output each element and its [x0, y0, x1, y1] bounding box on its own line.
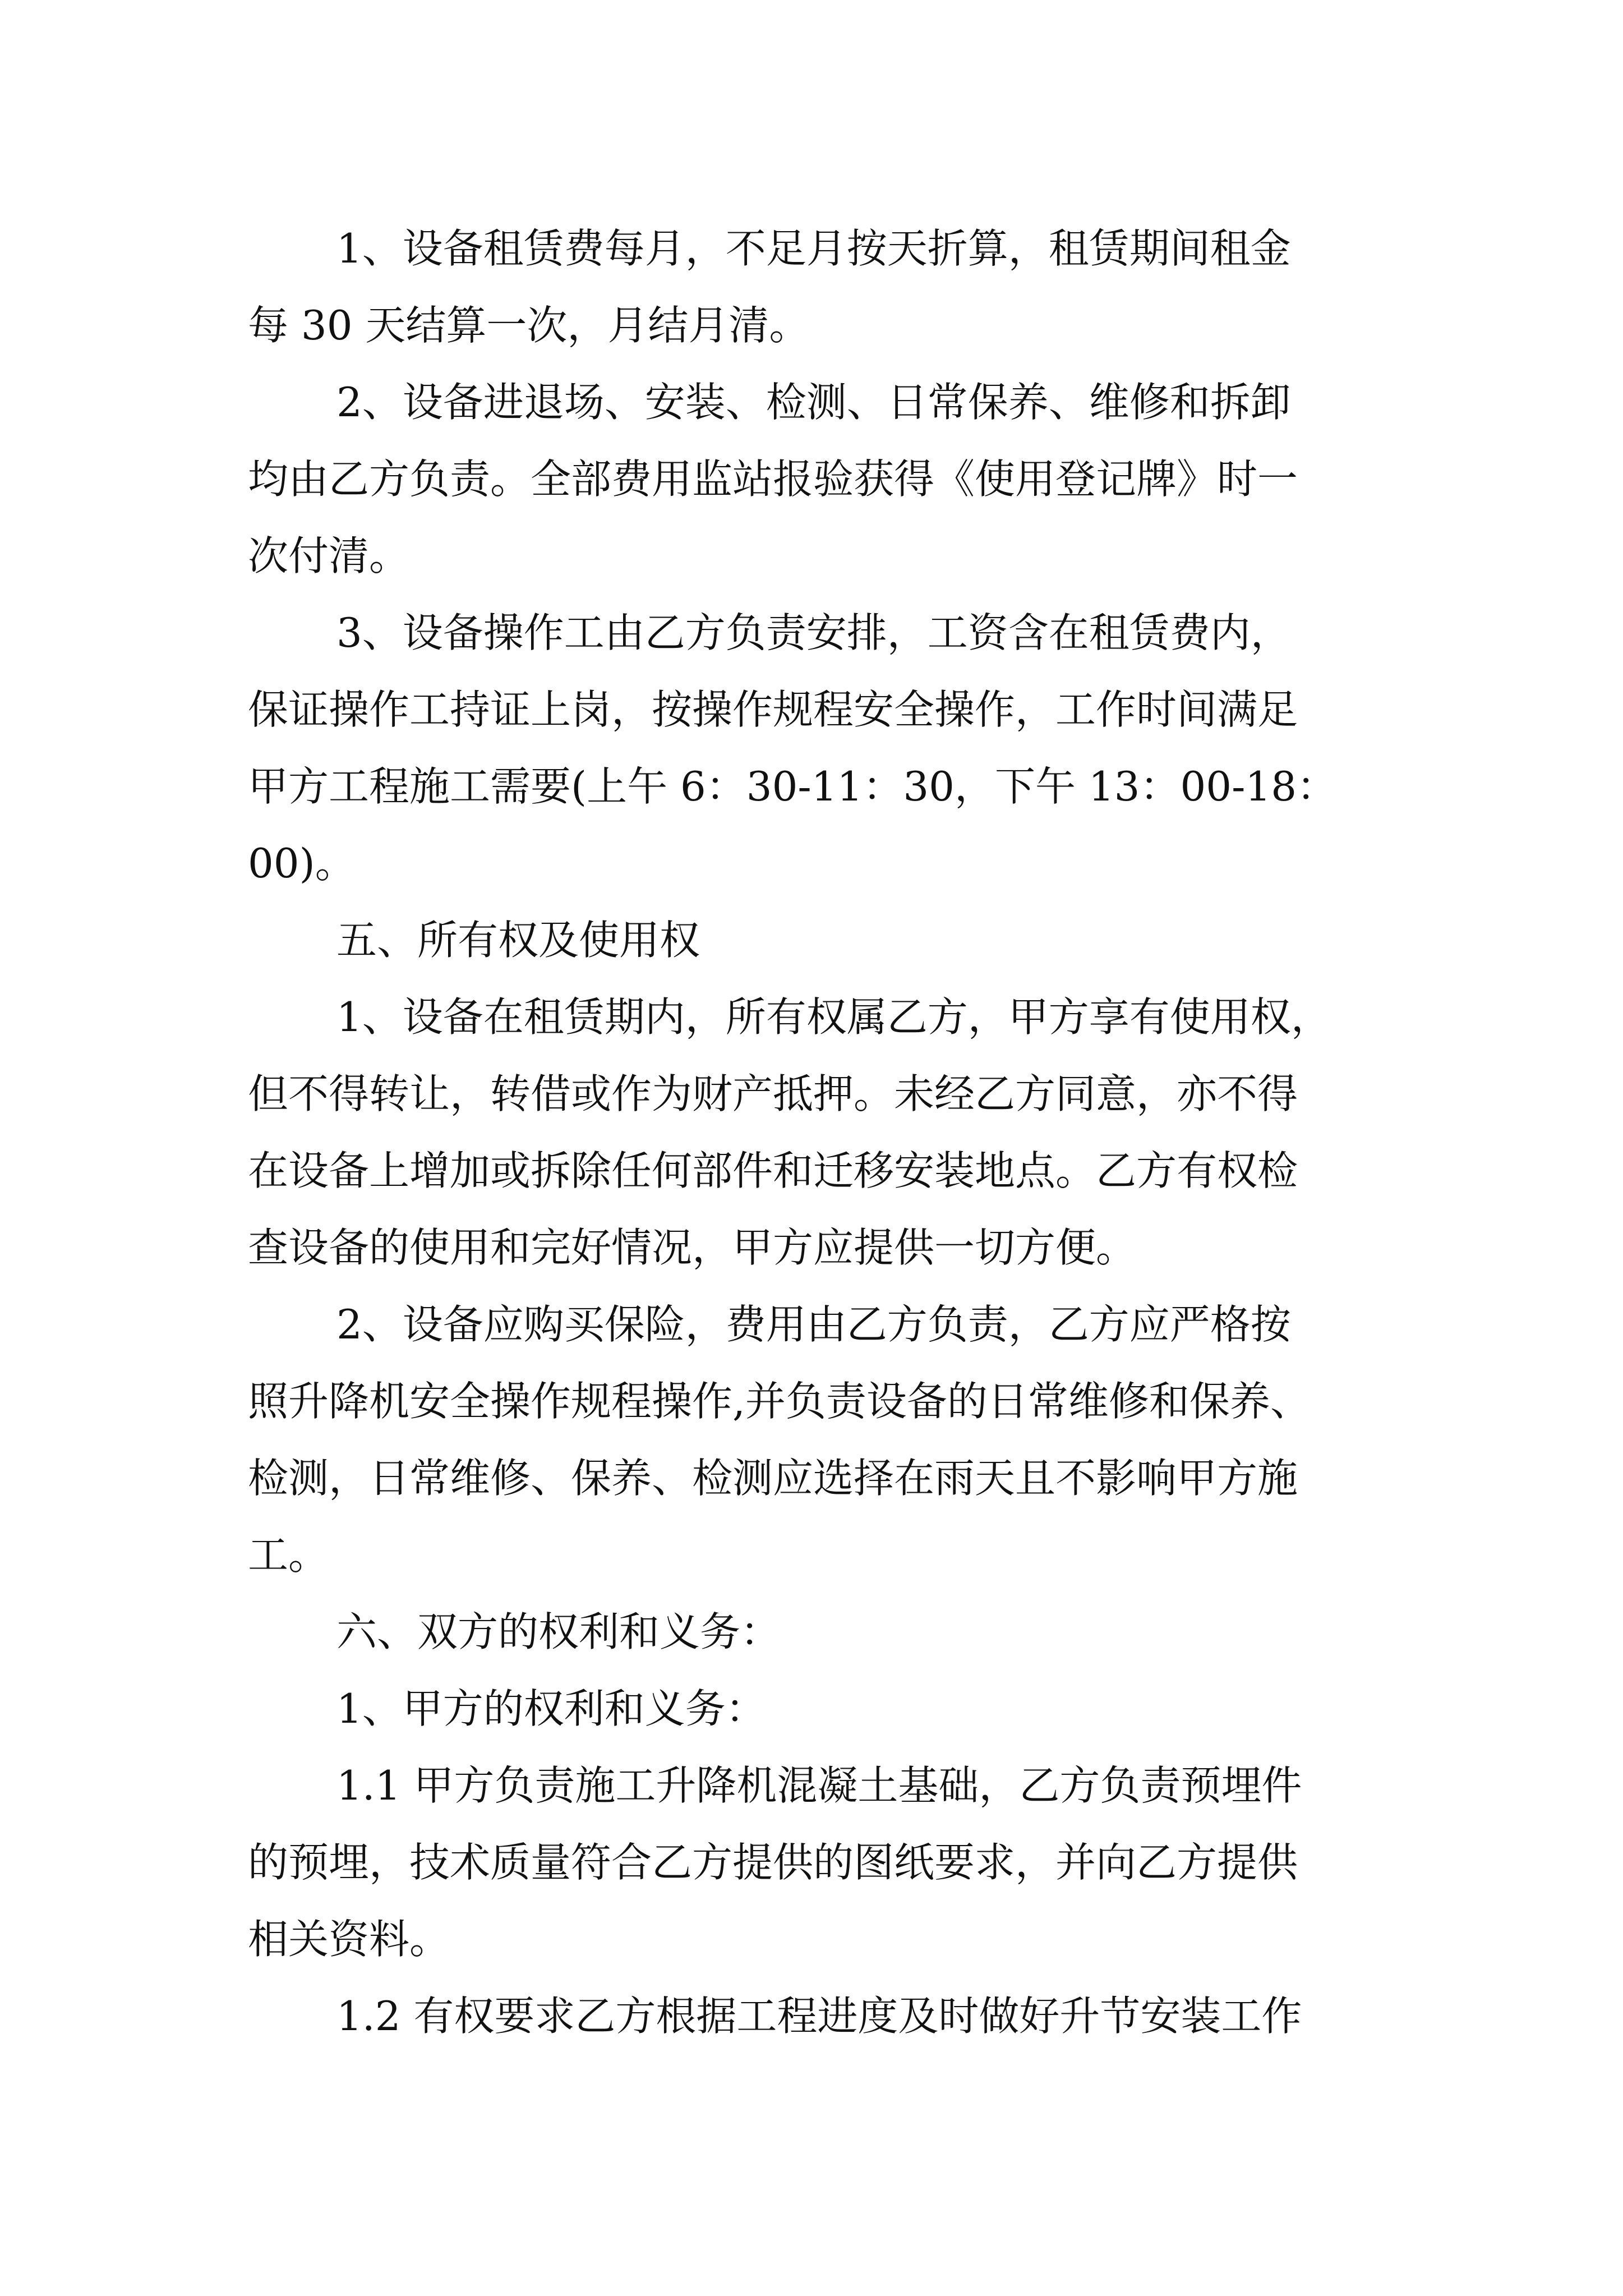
text-line: 次付清。: [248, 532, 410, 579]
contract-body-text: [248, 210, 1392, 2055]
text-line: 1.1 甲方负责施工升降机混凝土基础，乙方负责预埋件: [336, 1762, 1302, 1809]
text-line: 但不得转让，转借或作为财产抵押。未经乙方同意，亦不得: [248, 1070, 1298, 1117]
text-line: 六、双方的权利和义务：: [336, 1608, 781, 1655]
text-line: 甲方工程施工需要(上午 6：30-11：30，下午 13：00-18：: [248, 763, 1338, 810]
text-line: 均由乙方负责。全部费用监站报验获得《使用登记牌》时一: [248, 455, 1298, 503]
text-line: 3、设备操作工由乙方负责安排，工资含在租赁费内，: [336, 609, 1291, 656]
text-line: 五、所有权及使用权: [336, 917, 700, 964]
text-line: 照升降机安全操作规程操作,并负责设备的日常维修和保养、: [248, 1378, 1311, 1425]
text-line: 每 30 天结算一次，月结月清。: [248, 302, 810, 349]
text-line: 00)。: [248, 840, 356, 887]
text-line: 查设备的使用和完好情况，甲方应提供一切方便。: [248, 1224, 1137, 1271]
text-line: 保证操作工持证上岗，按操作规程安全操作，工作时间满足: [248, 686, 1298, 733]
text-line: 工。: [248, 1531, 329, 1579]
text-line: 2、设备进退场、安装、检测、日常保养、维修和拆卸: [336, 379, 1291, 426]
text-line: 在设备上增加或拆除任何部件和迁移安装地点。乙方有权检: [248, 1147, 1298, 1194]
text-line: 2、设备应购买保险，费用由乙方负责，乙方应严格按: [336, 1301, 1291, 1348]
text-line: 相关资料。: [248, 1916, 450, 1963]
text-line: 的预埋，技术质量符合乙方提供的图纸要求，并向乙方提供: [248, 1839, 1298, 1886]
text-line: 1、设备租赁费每月，不足月按天折算，租赁期间租金: [336, 225, 1291, 272]
text-line: 1、设备在租赁期内，所有权属乙方，甲方享有使用权，: [336, 993, 1331, 1041]
text-line: 检测，日常维修、保养、检测应选择在雨天且不影响甲方施: [248, 1455, 1298, 1502]
text-line: 1、甲方的权利和义务：: [336, 1685, 766, 1732]
text-line: 1.2 有权要求乙方根据工程进度及时做好升节安装工作: [336, 1993, 1302, 2040]
